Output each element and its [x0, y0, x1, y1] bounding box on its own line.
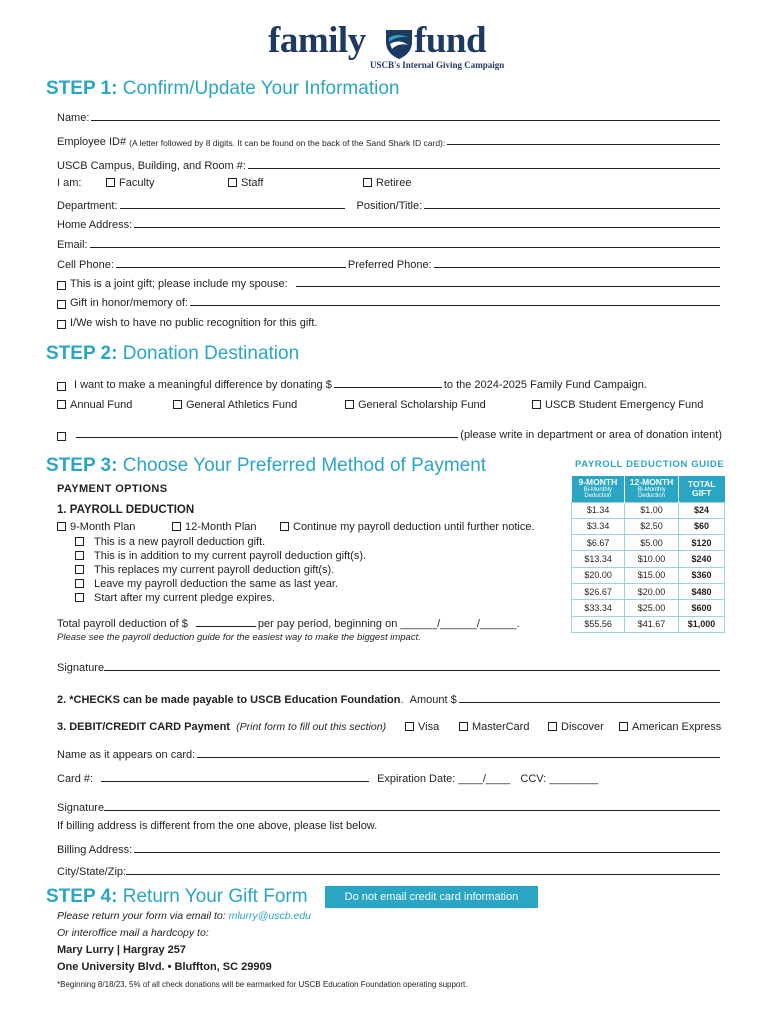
amex-label: American Express	[632, 721, 722, 733]
retiree-label: Retiree	[376, 177, 412, 189]
visa-label: Visa	[418, 721, 440, 733]
expiration-field[interactable]: ____/____	[458, 773, 511, 785]
name-label: Name:	[57, 112, 90, 124]
billing-note: If billing address is different from the one above, please list below.	[57, 820, 378, 832]
mail-address-line1: Mary Lurry | Hargray 257	[57, 944, 187, 956]
home-address-field[interactable]	[134, 227, 720, 228]
logo-word-fund: fund	[414, 20, 487, 61]
guide-row	[572, 616, 725, 632]
card-discover[interactable]	[548, 721, 604, 733]
honor-row	[57, 293, 722, 309]
visa-checkbox[interactable]	[405, 722, 414, 731]
staff-option[interactable]	[228, 177, 263, 189]
payroll-option-start[interactable]	[75, 592, 275, 604]
guide-header-total	[678, 476, 724, 502]
signature-field[interactable]	[104, 670, 720, 671]
name-on-card-label: Name as it appears on card:	[57, 749, 196, 761]
nine-month-checkbox[interactable]	[57, 522, 66, 531]
checks-label: 2. *CHECKS can be made payable to USCB Education Foundation	[57, 694, 401, 706]
card-label: 3. DEBIT/CREDIT CARD Payment	[57, 721, 230, 733]
guide-cell-12month: $10.00	[625, 551, 679, 567]
guide-cell-12month: $20.00	[625, 584, 679, 600]
guide-cell-12month: $1.00	[625, 502, 679, 518]
honor-checkbox[interactable]	[57, 300, 66, 309]
payroll-start-date-field[interactable]: ______/______/______.	[400, 618, 520, 630]
guide-cell-12month: $25.00	[625, 600, 679, 616]
guide-cell-total: $60	[678, 518, 724, 534]
payroll-option-same[interactable]	[75, 578, 338, 590]
card-mastercard[interactable]	[459, 721, 529, 733]
fund-annual-label: Annual Fund	[70, 399, 133, 411]
step1-number: STEP 1:	[46, 78, 118, 99]
fund-annual-checkbox[interactable]	[57, 400, 66, 409]
fund-scholarship[interactable]	[345, 399, 486, 411]
mail-address-line2: One University Blvd. • Bluffton, SC 29909	[57, 961, 272, 973]
donate-pre-label: I want to make a meaningful difference by donating $	[74, 379, 332, 391]
guide-row	[572, 502, 725, 518]
name-field[interactable]	[91, 120, 720, 121]
name-row	[57, 108, 722, 124]
staff-checkbox[interactable]	[228, 178, 237, 187]
payroll-same-label: Leave my payroll deduction the same as last year.	[94, 578, 338, 590]
guide-cell-total: $240	[678, 551, 724, 567]
payroll-guide-title: PAYROLL DEDUCTION GUIDE	[575, 459, 725, 470]
mastercard-label: MasterCard	[472, 721, 530, 733]
guide-row	[572, 567, 725, 583]
card-number-row	[57, 769, 722, 785]
campus-row	[57, 156, 722, 172]
donate-row	[57, 375, 722, 391]
department-field[interactable]	[120, 208, 345, 209]
step1-title: Confirm/Update Your Information	[122, 78, 400, 99]
payroll-option-replace[interactable]	[75, 564, 334, 576]
mastercard-checkbox[interactable]	[459, 722, 468, 731]
guide-cell-9month: $55.56	[572, 616, 625, 632]
guide-cell-9month: $13.34	[572, 551, 625, 567]
expiration-label: Expiration Date:	[377, 773, 456, 785]
signature-label: Signature	[57, 662, 105, 674]
total-payroll-mid: per pay period, beginning on	[257, 618, 398, 630]
fund-scholarship-checkbox[interactable]	[345, 400, 354, 409]
step4-number: STEP 4:	[46, 886, 118, 907]
honor-field[interactable]	[190, 305, 720, 306]
payroll-replace-checkbox[interactable]	[75, 565, 84, 574]
guide-cell-9month: $26.67	[572, 584, 625, 600]
donation-amount-field[interactable]	[334, 387, 442, 388]
email-label: Email:	[57, 239, 88, 251]
guide-cell-total: $360	[678, 567, 724, 583]
billing-address-row	[57, 840, 722, 856]
guide-cell-12month: $41.67	[625, 616, 679, 632]
preferred-phone-field[interactable]	[434, 267, 720, 268]
guide-header-9month-main: 9-MONTH	[578, 477, 618, 487]
employee-id-note: (A letter followed by 8 digits. It can be found on the back of the Sand Shark ID card):	[129, 138, 446, 148]
amount-label: Amount $	[409, 694, 457, 706]
email-field[interactable]	[90, 247, 720, 248]
joint-gift-checkbox[interactable]	[57, 281, 66, 290]
retiree-checkbox[interactable]	[363, 178, 372, 187]
city-state-zip-row	[57, 862, 722, 878]
payment-options-label: PAYMENT OPTIONS	[57, 483, 168, 495]
card-number-label: Card #:	[57, 773, 94, 785]
department-row	[57, 196, 722, 212]
step2-number: STEP 2:	[46, 343, 118, 364]
email-row	[57, 235, 722, 251]
home-address-label: Home Address:	[57, 219, 133, 231]
employee-id-field[interactable]	[447, 144, 720, 145]
continue-option[interactable]	[280, 521, 535, 533]
billing-address-label: Billing Address:	[57, 844, 133, 856]
guide-cell-total: $1,000	[678, 616, 724, 632]
twelve-month-option[interactable]	[172, 521, 257, 533]
cell-phone-label: Cell Phone:	[57, 259, 114, 271]
faculty-label: Faculty	[119, 177, 155, 189]
guide-header-12month-sub: Bi-Monthly Deduction	[637, 486, 666, 500]
interoffice-label: Or interoffice mail a hardcopy to:	[57, 927, 209, 939]
twelve-month-checkbox[interactable]	[172, 522, 181, 531]
guide-header-12month	[625, 476, 679, 502]
cvv-label: CCV:	[520, 773, 547, 785]
check-footnote: *Beginning 8/18/23, 5% of all check donations will be earmarked for USCB Education Foundation operating support.	[57, 980, 468, 989]
other-fund-note: (please write in department or area of donation intent)	[460, 429, 722, 441]
guide-note: Please see the payroll deduction guide for the easiest way to make the biggest impact.	[57, 632, 421, 643]
no-recognition-row	[57, 313, 722, 329]
no-recognition-label: I/We wish to have no public recognition for this gift.	[70, 317, 318, 329]
guide-row	[572, 584, 725, 600]
fund-athletics[interactable]	[173, 399, 297, 411]
payroll-amount-field[interactable]	[196, 626, 256, 627]
payroll-start-checkbox[interactable]	[75, 593, 84, 602]
campus-label: USCB Campus, Building, and Room #:	[57, 160, 246, 172]
other-fund-field[interactable]	[76, 437, 458, 438]
twelve-month-label: 12-Month Plan	[185, 521, 257, 533]
other-fund-checkbox[interactable]	[57, 432, 66, 441]
logo-tagline: USCB's Internal Giving Campaign	[370, 60, 505, 70]
payroll-addition-label: This is in addition to my current payroll deduction gift(s).	[94, 550, 367, 562]
other-fund-row	[57, 425, 722, 441]
guide-header-row	[572, 476, 725, 502]
honor-label: Gift in honor/memory of:	[70, 297, 188, 309]
amex-checkbox[interactable]	[619, 722, 628, 731]
faculty-checkbox[interactable]	[106, 178, 115, 187]
fund-scholarship-label: General Scholarship Fund	[358, 399, 486, 411]
name-on-card-field[interactable]	[197, 757, 720, 758]
campus-field[interactable]	[248, 168, 720, 169]
guide-cell-12month: $2.50	[625, 518, 679, 534]
guide-header-9month-sub: Bi-Monthly Deduction	[583, 486, 613, 500]
fund-athletics-label: General Athletics Fund	[186, 399, 298, 411]
step3-heading	[46, 455, 486, 477]
step4-title: Return Your Gift Form	[122, 886, 308, 907]
step3-number: STEP 3:	[46, 455, 118, 476]
guide-row	[572, 600, 725, 616]
cell-phone-field[interactable]	[116, 267, 346, 268]
guide-cell-total: $600	[678, 600, 724, 616]
guide-cell-12month: $5.00	[625, 535, 679, 551]
discover-checkbox[interactable]	[548, 722, 557, 731]
step2-title: Donation Destination	[122, 343, 300, 364]
continue-label: Continue my payroll deduction until further notice.	[293, 521, 535, 533]
step2-heading	[46, 343, 299, 365]
spouse-field[interactable]	[296, 286, 720, 287]
position-label: Position/Title:	[356, 200, 423, 212]
fund-emergency-label: USCB Student Emergency Fund	[545, 399, 704, 411]
family-fund-logo	[268, 22, 508, 74]
fund-emergency[interactable]	[532, 399, 703, 411]
preferred-phone-label: Preferred Phone:	[347, 259, 432, 271]
payroll-same-checkbox[interactable]	[75, 579, 84, 588]
card-visa[interactable]	[405, 721, 439, 733]
signature2-field[interactable]	[104, 810, 720, 811]
department-label: Department:	[57, 200, 118, 212]
step3-title: Choose Your Preferred Method of Payment	[122, 455, 487, 476]
guide-header-9month	[572, 476, 625, 502]
total-payroll-row	[57, 614, 520, 630]
signature-row	[57, 658, 722, 674]
guide-cell-9month: $20.00	[572, 567, 625, 583]
i-am-label: I am:	[57, 177, 82, 189]
faculty-option[interactable]	[106, 177, 154, 189]
payroll-option-new[interactable]	[75, 536, 265, 548]
payroll-heading: 1. PAYROLL DEDUCTION	[57, 504, 195, 516]
no-email-banner: Do not email credit card information	[325, 886, 538, 908]
fund-emergency-checkbox[interactable]	[532, 400, 541, 409]
employee-id-label: Employee ID#	[57, 136, 127, 148]
fund-annual[interactable]	[57, 399, 132, 411]
checks-row: 2. *CHECKS can be made payable to USCB Education Foundation . Amount $	[57, 690, 722, 706]
home-address-row	[57, 215, 722, 231]
check-amount-field[interactable]	[459, 702, 720, 703]
guide-cell-9month: $3.34	[572, 518, 625, 534]
joint-gift-row	[57, 274, 722, 290]
signature2-row	[57, 798, 722, 814]
nine-month-label: 9-Month Plan	[70, 521, 136, 533]
continue-checkbox[interactable]	[280, 522, 289, 531]
shield-icon	[384, 26, 414, 60]
guide-row	[572, 518, 725, 534]
discover-label: Discover	[561, 721, 604, 733]
payroll-replace-label: This replaces my current payroll deduction gift(s).	[94, 564, 335, 576]
return-email-link[interactable]: mlurry@uscb.edu	[228, 910, 312, 922]
guide-cell-total: $24	[678, 502, 724, 518]
donate-post-label: to the 2024-2025 Family Fund Campaign.	[443, 379, 647, 391]
joint-gift-label: This is a joint gift; please include my spouse:	[70, 278, 288, 290]
billing-address-field[interactable]	[134, 852, 720, 853]
employee-id-row	[57, 132, 722, 148]
card-note: (Print form to fill out this section)	[236, 721, 387, 733]
logo-word-family: family	[268, 20, 366, 61]
position-field[interactable]	[424, 208, 720, 209]
guide-header-12month-main: 12-MONTH	[629, 477, 674, 487]
guide-cell-9month: $6.67	[572, 535, 625, 551]
phone-row	[57, 255, 722, 271]
guide-header-total-main: TOTAL GIFT	[687, 478, 716, 498]
cvv-field[interactable]: ________	[549, 773, 599, 785]
payroll-new-checkbox[interactable]	[75, 537, 84, 546]
donate-checkbox[interactable]	[57, 382, 66, 391]
card-number-field[interactable]	[101, 781, 369, 782]
staff-label: Staff	[241, 177, 264, 189]
guide-row	[572, 551, 725, 567]
step1-heading	[46, 78, 399, 100]
guide-cell-9month: $1.34	[572, 502, 625, 518]
card-amex[interactable]	[619, 721, 721, 733]
signature2-label: Signature	[57, 802, 105, 814]
retiree-option[interactable]	[363, 177, 411, 189]
nine-month-option[interactable]	[57, 521, 135, 533]
return-email-row	[57, 910, 311, 922]
guide-row	[572, 535, 725, 551]
payroll-new-label: This is a new payroll deduction gift.	[94, 536, 266, 548]
guide-body	[572, 502, 725, 632]
guide-cell-total: $120	[678, 535, 724, 551]
payroll-addition-checkbox[interactable]	[75, 551, 84, 560]
name-on-card-row	[57, 745, 722, 761]
total-payroll-pre: Total payroll deduction of $	[57, 618, 188, 630]
city-state-zip-label: City/State/Zip:	[57, 866, 127, 878]
guide-cell-total: $480	[678, 584, 724, 600]
step4-heading	[46, 886, 308, 908]
payroll-option-addition[interactable]	[75, 550, 366, 562]
return-email-label: Please return your form via email to:	[57, 910, 226, 922]
city-state-zip-field[interactable]	[126, 874, 720, 875]
payroll-start-label: Start after my current pledge expires.	[94, 592, 275, 604]
fund-athletics-checkbox[interactable]	[173, 400, 182, 409]
payroll-guide-table	[571, 476, 725, 633]
guide-cell-9month: $33.34	[572, 600, 625, 616]
guide-cell-12month: $15.00	[625, 567, 679, 583]
card-row	[57, 721, 386, 733]
no-recognition-checkbox[interactable]	[57, 320, 66, 329]
